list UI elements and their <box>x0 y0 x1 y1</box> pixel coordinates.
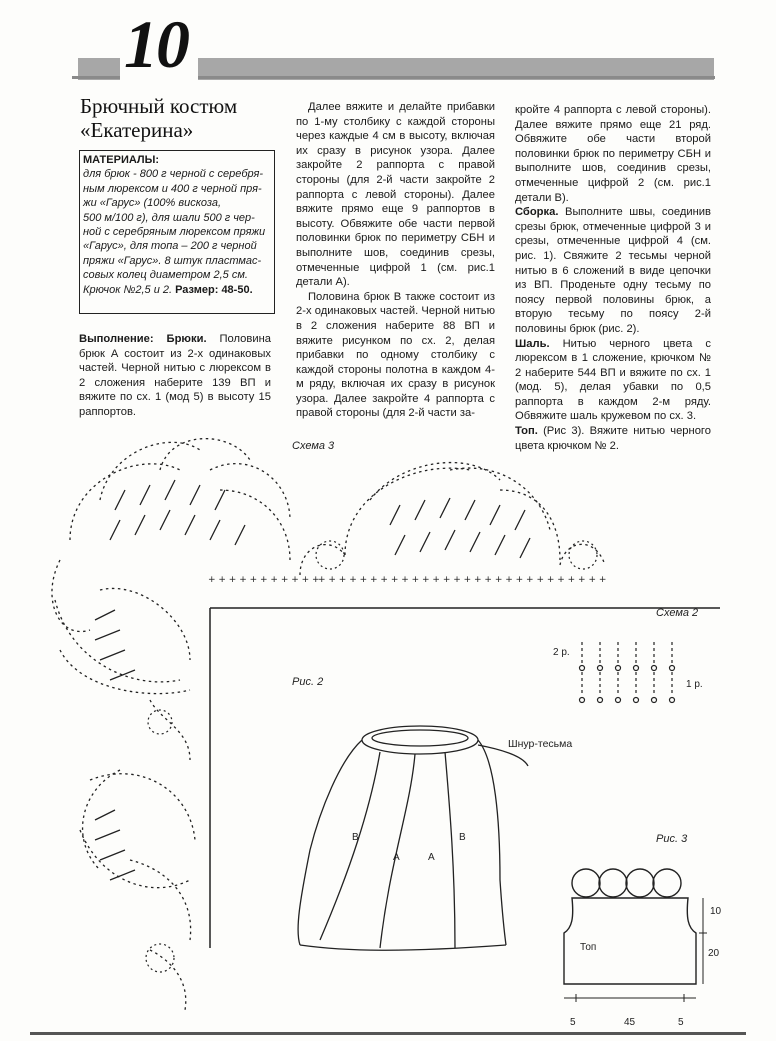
title-line-2: «Екатерина» <box>80 118 194 142</box>
trouser-hem <box>300 945 506 950</box>
materials-size: Размер: 48-50. <box>175 283 253 296</box>
materials-line: для брюк - 800 г черной с серебря- <box>83 168 264 181</box>
seam-3 <box>445 752 455 948</box>
paragraph: Выполните швы, соединив срезы брюк, отмеченные цифрой 3 и срезы, отмеченные цифрой 4 (см. рис. 1). Свяжите 2 тесьмы черной нитью в 6 сложений в виде цепочки из ВП. Проденьте одну тесьму по поясу первой половины брюк, а вторую тесьму по поясу 2-й половины брюк (рис. 2). <box>515 206 711 335</box>
ring <box>599 869 627 897</box>
materials-line: ным люрексом и 400 г черной пря- <box>83 182 262 195</box>
section-lead: Сборка. <box>515 206 559 219</box>
dim-label: 5 <box>678 1017 684 1028</box>
materials-line: ной с серебряным люрексом пряжи <box>83 226 266 239</box>
part-label-a: А <box>428 852 435 863</box>
dim-label: 20 <box>708 948 720 959</box>
cord-label: Шнур-тесьма <box>508 738 573 750</box>
paragraph: кройте 4 раппорта с левой стороны). Далее вяжите прямо еще 21 ряд. Обвяжите обе части второй половинки брюк по периметру СБН и выполните шов, соединив срезы, отмеченные цифрой 2 (см. рис.1 детали В). <box>515 104 711 204</box>
materials-line: 500 м/100 г), для шали 500 г чер- <box>83 211 255 224</box>
fig3-label: Рис. 3 <box>656 833 688 845</box>
page-number: 10 <box>120 4 198 84</box>
materials-line: «Гарус», для топа – 200 г черной <box>83 240 257 253</box>
fig2-label: Рис. 2 <box>292 676 324 688</box>
paragraph: Половина брюк В также состоит из 2-х одинаковых частей. Черной нитью в 2 сложения наберите 88 ВП и вяжите рисунком по сх. 2, делая прибавки по одному столбику с каждой стороны полотна в каждом 4-м ряду, включая их сразу в рисунок узора. Далее закройте 4 раппорта с правой стороны (для 2-й части за- <box>296 290 495 420</box>
trouser-outline-right <box>478 740 506 945</box>
paragraph: Половина брюк А состоит из 2-х одинаковых частей. Черной нитью с люрексом в 2 сложения наберите 139 ВП и вяжите по сх. 1 (мод 5) в высоту 15 раппортов. <box>79 333 271 418</box>
top-label: Топ <box>580 942 597 953</box>
top-figure <box>558 858 728 1018</box>
paragraph: Нитью черного цвета с люрексом в 1 сложение, крючком № 2 наберите 544 ВП и вяжите по сх. 1 (мод. 5), делая убавки по 0,5 раппорта в каждом 2-м ряду. Обвяжите шаль кружевом по сх. 3. <box>515 337 711 423</box>
row-label-1: 1 р. <box>686 679 703 690</box>
materials-line: пряжи «Гарус». 8 штук пластмас- <box>83 254 262 267</box>
schema2-grid <box>572 638 684 704</box>
section-lead: Топ. <box>515 425 538 438</box>
lace-plus-row <box>208 575 606 585</box>
stitch-row: + + + + + + + + + + + <box>208 575 320 585</box>
materials-hook: Крючок №2,5 и 2. <box>83 283 176 296</box>
paragraph: Далее вяжите и делайте прибавки по 1-му столбику с каждой стороны через каждые 4 см в высоту, включая их сразу в рисунок узора. Далее закройте 2 раппорта с правой стороны (для 2-й части закройте 2 раппорта с левой стороны). Далее вяжите прямо еще 9 раппортов в высоту. Обвяжите обе части первой половинки брюк по периметру СБН и выполните шов, соединив срезы, отмеченные цифрой 1 (см. рис.1 детали А). <box>296 101 495 289</box>
top-outline <box>564 898 696 984</box>
footer-rule <box>30 1032 746 1035</box>
trousers-figure <box>280 700 540 960</box>
schema2-label: Схема 2 <box>656 607 699 619</box>
part-label-b: В <box>459 832 466 843</box>
title-line-1: Брючный костюм <box>80 94 238 118</box>
dim-label: 5 <box>570 1017 576 1028</box>
dim-label: 45 <box>624 1017 636 1028</box>
schema3-label: Схема 3 <box>292 440 335 452</box>
materials-line: совых колец диаметром 2,5 см. <box>83 269 248 282</box>
ring <box>653 869 681 897</box>
materials-heading: МАТЕРИАЛЫ: <box>83 154 160 166</box>
seam-1 <box>320 752 380 940</box>
dim-label: 10 <box>710 906 722 917</box>
seam-2 <box>380 754 415 948</box>
ring <box>572 869 600 897</box>
waistband-inner <box>372 730 468 746</box>
stitch-row: + + + + + + + + + + + + + + + + + + + + + + + + + + + + <box>318 575 607 585</box>
section-lead: Шаль. <box>515 337 550 350</box>
paragraph: (Рис 3). Вяжите нитью черного цвета крючком № 2. <box>515 425 711 452</box>
part-label-b: В <box>352 832 359 843</box>
section-lead: Выполнение: Брюки. <box>79 333 207 345</box>
materials-line: жи «Гарус» (100% вискоза, <box>83 197 222 210</box>
part-label-a: А <box>393 852 400 863</box>
row-label-2: 2 р. <box>553 647 570 658</box>
ring <box>626 869 654 897</box>
